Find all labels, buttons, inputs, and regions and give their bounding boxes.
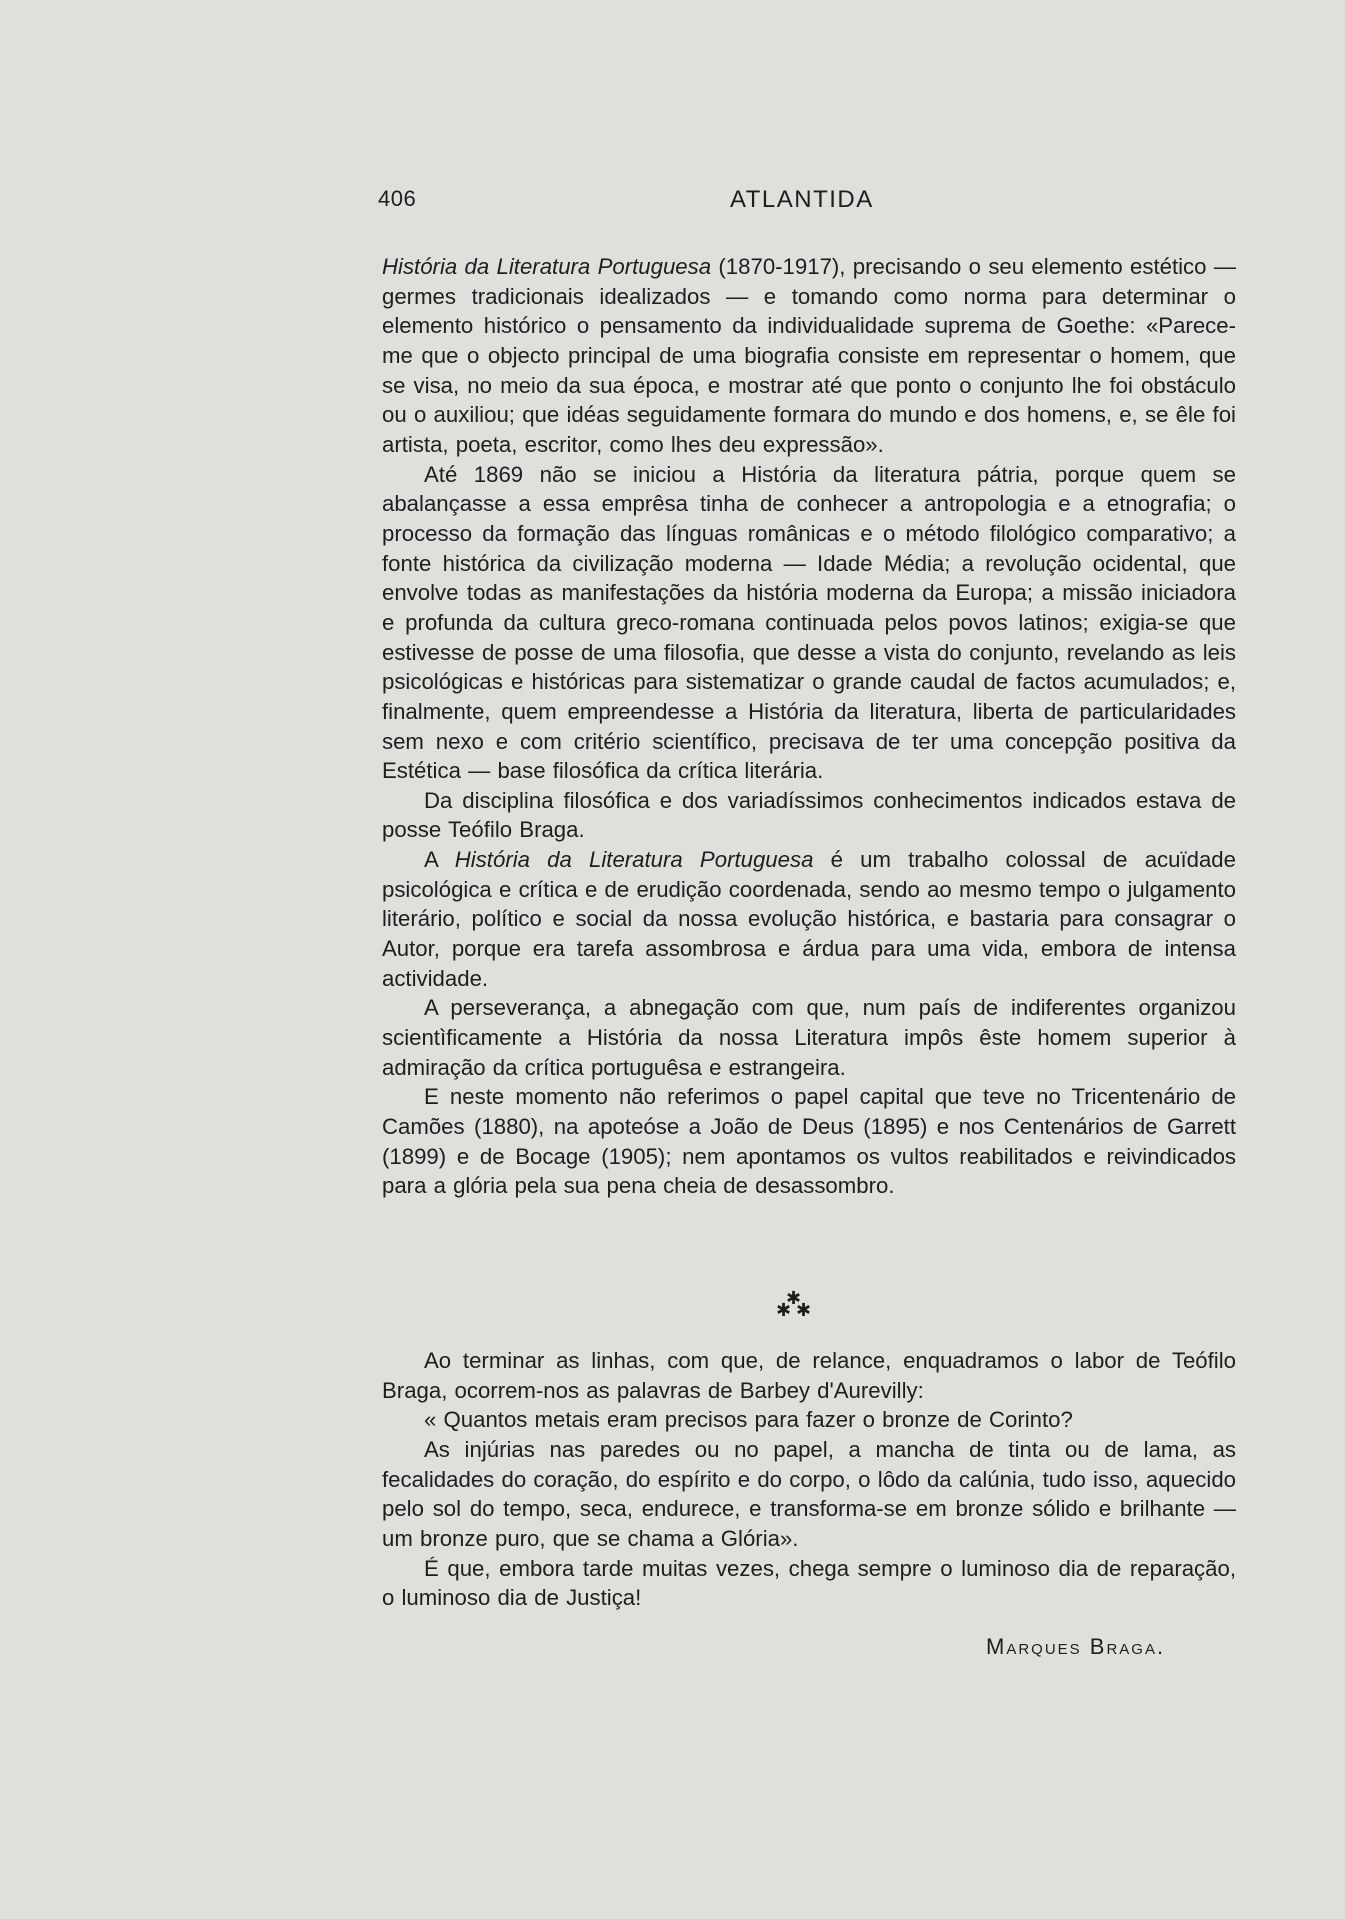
asterisk-icon: ✱ bbox=[796, 1300, 812, 1321]
work-title-italic: História da Literatura Portuguesa bbox=[382, 254, 712, 279]
closing-paragraph-2: É que, embora tarde muitas vezes, chega sempre o luminoso dia de reparação, o luminoso dia de Justiça! bbox=[382, 1555, 1236, 1611]
paragraph-1 bbox=[382, 252, 1236, 460]
closing-section bbox=[382, 1346, 1236, 1613]
asterisk-icon: ✱ bbox=[776, 1300, 792, 1321]
paragraph-prefix: A bbox=[424, 847, 455, 873]
page-header bbox=[378, 186, 1188, 220]
paragraph-5: A perseverança, a abnegação com que, num país de indiferentes organizou scientìficamente a História da nossa Literatura impôs êste homem superior à admiração da crítica portuguêsa e estrangeira. bbox=[382, 995, 1236, 1080]
section-separator-asterism bbox=[770, 1290, 840, 1330]
closing-quote-2: As injúrias nas paredes ou no papel, a mancha de tinta ou de lama, as fecalidades do coração, do espírito e do corpo, o lôdo da calúnia, tudo isso, aquecido pelo sol do tempo, seca, endurece, e transforma-se em bronze sólido e brilhante — um bronze puro, que se chama a Glória». bbox=[382, 1436, 1236, 1551]
running-title: ATLANTIDA bbox=[730, 186, 874, 213]
paragraph-text: (1870-1917), precisando o seu elemento estético — germes tradicionais idealizados — e tomando como norma para determinar o elemento histórico o pensamento da individualidade suprema de Goethe: «Parece-me que o objecto principal de uma biografia consiste em representar o homem, que se visa, no meio da sua época, e mostrar até que ponto o conjunto lhe foi obstáculo ou o auxiliou; que idéas seguidamente formara do mundo e dos homens, e, se êle foi artista, poeta, escritor, como lhes deu expressão». bbox=[382, 254, 1237, 457]
article-body bbox=[382, 252, 1236, 1201]
paragraph-6: E neste momento não referimos o papel capital que teve no Tricentenário de Camões (1880), na apoteóse a João de Deus (1895) e nos Centenários de Garrett (1899) e de Bocage (1905); nem apontamos os vultos reabilitados e reivindicados para a glória pela sua pena cheia de desassombro. bbox=[382, 1084, 1236, 1199]
paragraph-4 bbox=[382, 845, 1236, 993]
author-signature: Marques Braga. bbox=[986, 1634, 1166, 1659]
page-number: 406 bbox=[378, 186, 417, 211]
paragraph-3: Da disciplina filosófica e dos variadíssimos conhecimentos indicados estava de posse Teófilo Braga. bbox=[382, 787, 1236, 843]
asterisk-icon: ✱ bbox=[786, 1288, 802, 1309]
closing-quote-1: « Quantos metais eram precisos para fazer o bronze de Corinto? bbox=[424, 1407, 1073, 1433]
paragraph-2: Até 1869 não se iniciou a História da literatura pátria, porque quem se abalançasse a essa emprêsa tinha de conhecer a antropologia e a etnografia; o processo da formação das línguas românicas e o método filológico comparativo; a fonte histórica da civilização moderna — Idade Média; a revolução ocidental, que envolve todas as manifestações da história moderna da Europa; a missão iniciadora e profunda da cultura greco-romana continuada pelos povos latinos; exigia-se que estivesse de posse de uma filosofia, que desse a vista do conjunto, revelando as leis psicológicas e históricas para sistematizar o grande caudal de factos acumulados; e, finalmente, quem empreendesse a História da literatura, liberta de particularidades sem nexo e com critério scientífico, precisava de ter uma concepção positiva da Estética — base filosófica da crítica literária. bbox=[382, 461, 1236, 784]
closing-paragraph-1: Ao terminar as linhas, com que, de relance, enquadramos o labor de Teófilo Braga, ocorrem-nos as palavras de Barbey d'Aurevilly: bbox=[382, 1348, 1236, 1403]
work-title-italic: História da Literatura Portuguesa bbox=[454, 847, 814, 873]
paragraph-text: é um trabalho colossal de acuïdade psicológica e crítica e de erudição coordenada, sendo ao mesmo tempo o julgamento literário, político e social da nossa evolução histórica, e bastaria para consagrar o Autor, porque era tarefa assombrosa e árdua para uma vida, embora de intensa actividade. bbox=[382, 847, 1236, 991]
